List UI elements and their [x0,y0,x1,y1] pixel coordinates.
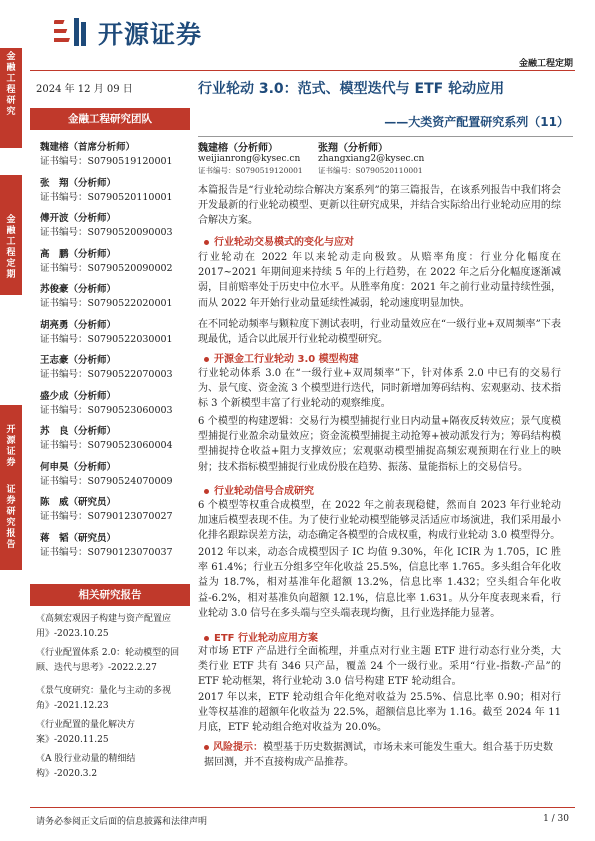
related-title: 相关研究报告 [30,584,190,606]
brand-name: 开源证券 [98,20,203,49]
analyst-entry [40,248,173,276]
analyst-name: 苏 良（分析师） [40,426,117,437]
analyst-entry [40,212,173,240]
intro-paragraph: 本篇报告是“行业轮动综合解决方案系列”的第三篇报告，在该系列报告中我们将会开发最新的行业轮动模型、更新以往研究成果，并结合实际给出行业轮动应用的综合解决方案。 [198,185,561,227]
bullet-icon [204,745,209,750]
analyst-name: 盛少成（分析师） [40,390,117,402]
author-email[interactable]: zhangxiang2@kysec.cn [318,154,425,164]
analyst-cert: 证书编号：S0790520090003 [40,227,173,238]
analyst-entry [40,283,173,311]
body-paragraph: 在不同轮动频率与颗粒度下测试表明，行业动量效应在“一级行业+双周频率”下表现最优，适合以此展开行业轮动模型研究。 [198,319,561,346]
analyst-name: 蒋 韬（研究员） [40,532,117,544]
analyst-cert: 证书编号：S0790524070009 [40,475,173,487]
risk-warning [204,740,561,770]
report-type: 金融工程定期 [518,59,573,69]
analyst-entry [40,425,173,453]
risk-label: 风险提示： [213,742,263,753]
author-name: 魏建榕（分析师） [198,143,278,154]
section-heading: 开源金工行业轮动 3.0 模型构建 [204,350,359,365]
analyst-entry [40,461,173,489]
analyst-entry [40,532,173,560]
analyst-entry [40,496,173,524]
related-item[interactable]: 《景气度研究：量化与主动的多视角》-2021.12.23 [36,686,172,711]
header-divider [30,70,575,71]
analyst-entry [40,390,173,418]
analyst-name: 王志豪（分析师） [40,355,117,366]
analyst-entry [40,177,173,205]
report-date: 2024 年 12 月 09 日 [36,84,133,95]
bullet-icon [204,357,209,362]
analyst-cert: 证书编号：S0790123070027 [40,511,173,522]
analyst-cert: 证书编号：S0790520090002 [40,262,173,274]
author-email[interactable]: weijianrong@kysec.cn [198,154,301,164]
sidebar-label-report: 证券研究报告 [6,485,16,550]
analyst-cert: 证书编号：S0790523060003 [40,404,173,416]
risk-text: 模型基于历史数据测试，市场未来可能发生重大。组合基于历史数据回测，并不直接构成产品推荐。 [204,742,553,769]
page-number: 1 / 30 [543,814,569,824]
page-title: 行业轮动 3.0：范式、模型迭代与 ETF 轮动应用 [198,81,505,97]
footer-divider [30,807,575,808]
analyst-name: 何申昊（分析师） [40,461,117,473]
body-paragraph: 2017 年以来，ETF 轮动组合年化绝对收益为 25.5%、信息比率 0.90；相对行业等权基准的超额年化收益为 22.5%，超额信息比率为 1.16。截至 2024 年 11 月底，ETF 轮动组合绝对收益为 20.0%。 [198,692,561,734]
analyst-name: 傅开波（分析师） [40,213,117,224]
body-paragraph: 对市场 ETF 产品进行全面梳理，并重点对行业主题 ETF 进行动态行业分类，大类行业 ETF 共有 346 只产品，覆盖 24 个一级行业。采用“行业-指数-产品”的 ETF 轮动框架，将行业轮动 3.0 信号构建 ETF 轮动组合。 [198,646,561,688]
analyst-cert: 证书编号：S0790523060004 [40,440,173,451]
body-paragraph: 行业轮动在 2022 年以来轮动走向极致。从赔率角度：行业分化幅度在 2017~2021 年期间迎来持续 5 年的上行趋势，在 2022 年之后分化幅度逐渐减弱，目前赔率处于历史中位水平。从胜率角度：2021 年之前行业动量持续性强，而从 2022 年开始行业动量延续性减弱，轮动速度明显加快。 [198,252,561,309]
author-name: 张翔（分析师） [318,143,388,154]
related-item[interactable]: 《A 股行业动量的精细结构》-2020.3.2 [36,754,136,779]
analyst-name: 张 翔（分析师） [40,177,117,189]
footer-disclaimer: 请务必参阅正文后面的信息披露和法律声明 [36,817,208,827]
analyst-entry [40,319,173,347]
analyst-cert: 证书编号：S0790520110001 [40,191,173,203]
body-paragraph: 行业轮动体系 3.0 在“一级行业+双周频率”下，针对体系 2.0 中已有的交易行为、景气度、资金流 3 个模型进行迭代，同时新增加筹码结构、宏观驱动、技术指标 3 个新模型丰富了行业轮动的观察维度。 [198,368,561,410]
body-paragraph: 6 个模型的构建逻辑：交易行为模型捕捉行业日内动量+隔夜反转效应；景气度模型捕捉行业盈余动量效应；资金流模型捕捉主动抢筹+被动派发行为；筹码结构模型捕捉持仓收益+阻力支撑效应；宏观驱动模型捕捉高频宏观预期在行业上的映射；技术指标模型捕捉行业成份股在趋势、振荡、量能指标上的交易信号。 [198,416,561,473]
sidebar-label-broker: 开源证券 [6,425,16,468]
related-item[interactable]: 《行业配置体系 2.0：轮动模型的回顾、迭代与思考》-2022.2.27 [36,648,180,673]
brand-logo-icon [54,16,90,48]
analyst-name: 高 鹏（分析师） [40,248,117,260]
author-block [318,143,424,176]
author-cert: 证书编号：S0790520110001 [318,166,423,175]
section-heading: ETF 行业轮动应用方案 [204,629,318,644]
bullet-icon [204,636,209,641]
analyst-cert: 证书编号：S0790522020001 [40,298,173,309]
body-paragraph: 2012 年以来，动态合成模型因子 IC 均值 9.30%，年化 ICIR 为 1.705，IC 胜率 61.4%；行业五分组多空年化收益 25.5%，信息比率 1.765。多头组合年化收益为 18.7%，相对基准年化超额 13.2%，信息比率 1.432；空头组合年化收益-6.2%，相对基准负向超额 12.1%，信息比率 1.631。从分年度表现来看，行业轮动 3.0 信号在多头端与空头端表现均衡，且行业选择能力显著。 [198,547,561,619]
section-heading: 行业轮动信号合成研究 [204,482,314,497]
bullet-icon [204,489,209,494]
analyst-entry [40,141,173,169]
analyst-name: 魏建榕（首席分析师） [40,142,136,153]
analyst-name: 陈 威（研究员） [40,497,117,508]
related-item[interactable]: 《高频宏观因子构建与资产配置应用》-2023.10.25 [36,614,172,639]
analyst-entry [40,354,173,382]
author-cert: 证书编号：S0790519120001 [198,166,303,175]
section-heading: 行业轮动交易模式的变化与应对 [204,233,354,248]
related-item[interactable]: 《行业配置的量化解决方案》-2020.11.25 [36,720,136,745]
analyst-name: 苏俊豪（分析师） [40,284,117,295]
analyst-cert: 证书编号：S0790123070037 [40,546,173,558]
page-subtitle: ——大类资产配置研究系列（11） [384,115,569,129]
analyst-cert: 证书编号：S0790522070003 [40,369,173,380]
analyst-name: 胡亮勇（分析师） [40,319,117,331]
analyst-cert: 证书编号：S0790522030001 [40,333,173,345]
author-divider [198,136,573,137]
sidebar-label-periodic: 金融工程定期 [6,215,16,280]
author-block [198,143,303,176]
sidebar-label-research: 金融工程研究 [6,52,16,117]
bullet-icon [204,240,209,245]
team-title: 金融工程研究团队 [30,108,190,130]
body-paragraph: 6 个模型等权重合成模型，在 2022 年之前表现稳健，然而自 2023 年行业轮动加速后模型表现不佳。为了使行业轮动模型能够灵活适应市场演进，我们采用最小化排名跟踪误差方法，动态确定各模型的合成权重，构成行业轮动 3.0 模型得分。 [198,500,561,542]
analyst-cert: 证书编号：S0790519120001 [40,156,173,167]
